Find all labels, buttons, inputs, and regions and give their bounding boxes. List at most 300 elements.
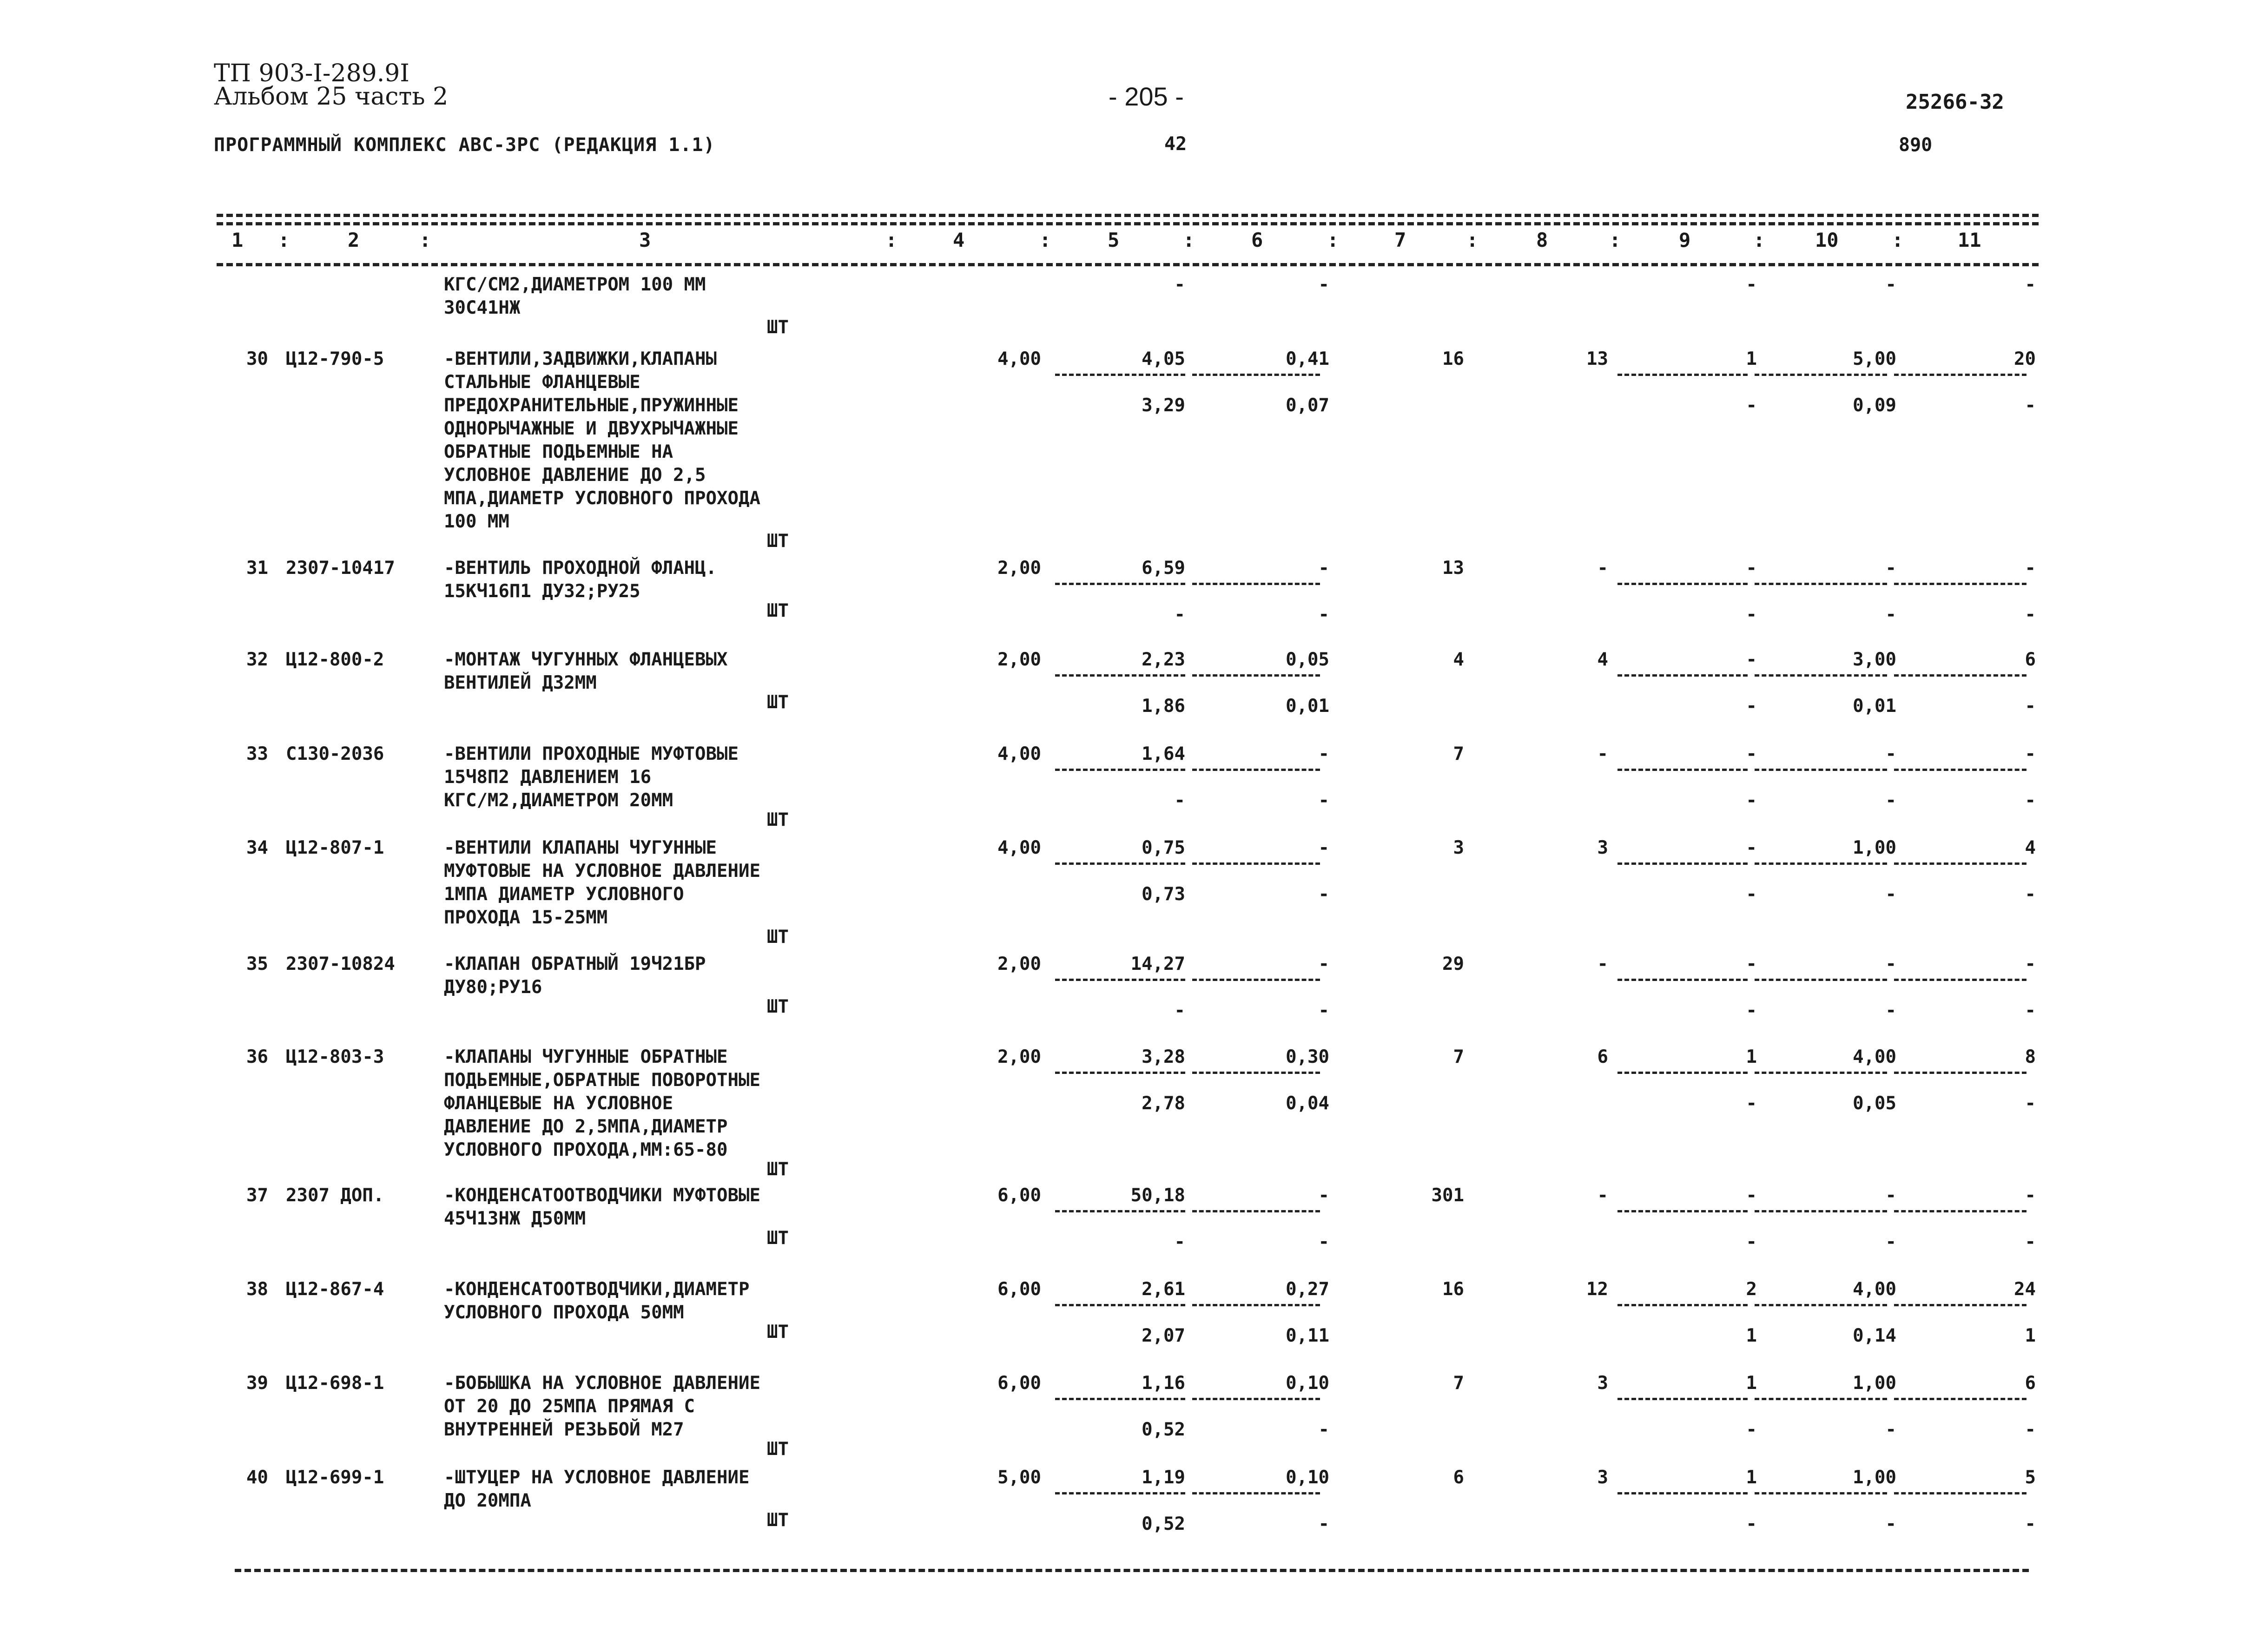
- fraction-rule: [1055, 674, 1185, 677]
- cost-value: 4,00: [1853, 1046, 1896, 1067]
- materials-value-secondary: -: [1746, 790, 1757, 811]
- labor-value: 13: [1442, 558, 1464, 579]
- description-line: КГС/М2,ДИАМЕТРОМ 20ММ: [444, 790, 673, 811]
- materials-value-secondary: -: [1746, 1000, 1757, 1021]
- fraction-rule: [1192, 1398, 1320, 1400]
- fraction-rule: [1894, 1304, 2027, 1306]
- norm-value-secondary: 2,78: [1142, 1093, 1185, 1114]
- machine-value: 0,10: [1286, 1373, 1329, 1394]
- fraction-rule: [1055, 1492, 1185, 1494]
- description-line: ДО 20МПА: [444, 1490, 531, 1511]
- total-value-secondary: -: [2025, 696, 2036, 717]
- machine-value: 0,30: [1286, 1046, 1329, 1067]
- item-description: [444, 648, 862, 695]
- machine-value-secondary: -: [1318, 1514, 1329, 1534]
- row-number: 38: [246, 1279, 268, 1300]
- fraction-rule: [1755, 674, 1887, 677]
- materials-value: 2: [1746, 1279, 1757, 1300]
- description-line: ОБРАТНЫЕ ПОДЬЕМНЫЕ НА: [444, 441, 673, 462]
- fraction-rule: [1617, 583, 1748, 585]
- machine-value-secondary: -: [1318, 884, 1329, 905]
- row-number: 33: [246, 744, 268, 764]
- row-number: 30: [246, 349, 268, 369]
- fraction-rule: [1617, 1210, 1748, 1212]
- column-separator: :: [1039, 229, 1051, 251]
- fraction-rule: [1055, 583, 1185, 585]
- fraction-rule: [1192, 1492, 1320, 1494]
- description-line: УСЛОВНОЕ ДАВЛЕНИЕ ДО 2,5: [444, 465, 706, 486]
- machine-value: -: [1318, 954, 1329, 974]
- description-line: -МОНТАЖ ЧУГУННЫХ ФЛАНЦЕВЫХ: [444, 649, 728, 670]
- item-code: Ц12-790-5: [286, 349, 384, 369]
- description-line: ВЕНТИЛЕЙ Д32ММ: [444, 672, 597, 693]
- description-line: МУФТОВЫЕ НА УСЛОВНОЕ ДАВЛЕНИЕ: [444, 861, 760, 882]
- wage-value: 3: [1597, 1373, 1608, 1394]
- cost-value-secondary: -: [1885, 884, 1896, 905]
- item-description: [444, 348, 862, 533]
- row-number: 37: [246, 1185, 268, 1206]
- column-header: 7: [1394, 229, 1406, 251]
- fraction-rule: [1755, 1398, 1887, 1400]
- unit-label: ШТ: [767, 810, 789, 830]
- table-bottom-rule: [235, 1569, 2029, 1572]
- cost-value: 5,00: [1853, 349, 1896, 369]
- machine-value: -: [1318, 744, 1329, 764]
- fraction-rule: [1617, 769, 1748, 771]
- fraction-rule: [1192, 862, 1320, 865]
- machine-value: 0,05: [1286, 649, 1329, 670]
- column-separator: :: [1327, 229, 1339, 251]
- total-value-secondary: -: [2025, 1093, 2036, 1114]
- norm-value-secondary: 3,29: [1142, 395, 1185, 416]
- fraction-rule: [1755, 583, 1887, 585]
- fraction-rule: [1192, 979, 1320, 981]
- wage-value: 4: [1597, 649, 1608, 670]
- fraction-rule: [1755, 1492, 1887, 1494]
- unit-label: ШТ: [767, 600, 789, 621]
- description-line: -КОНДЕНСАТООТВОДЧИКИ МУФТОВЫЕ: [444, 1185, 760, 1206]
- total-value: -: [2025, 558, 2036, 579]
- total-value: -: [2025, 954, 2036, 974]
- total-value: 6: [2025, 649, 2036, 670]
- unit-label: ШТ: [767, 996, 789, 1017]
- machine-value-secondary: -: [1318, 1231, 1329, 1252]
- unit-label: ШТ: [767, 1510, 789, 1531]
- description-line: ОТ 20 ДО 25МПА ПРЯМАЯ С: [444, 1396, 695, 1417]
- item-code: Ц12-807-1: [286, 837, 384, 858]
- quantity-value: 2,00: [997, 1046, 1041, 1067]
- materials-value-secondary: -: [1746, 395, 1757, 416]
- item-description: [444, 557, 862, 603]
- item-code: Ц12-800-2: [286, 649, 384, 670]
- total-value: -: [2025, 744, 2036, 764]
- total-value: -: [2025, 274, 2036, 295]
- cost-value: -: [1885, 274, 1896, 295]
- column-header: 4: [953, 229, 965, 251]
- fraction-rule: [1055, 1304, 1185, 1306]
- fraction-rule: [1755, 769, 1887, 771]
- column-separator: :: [1892, 229, 1904, 251]
- wage-value: 13: [1586, 349, 1608, 369]
- total-value: 5: [2025, 1467, 2036, 1488]
- machine-value-secondary: -: [1318, 1000, 1329, 1021]
- labor-value: 6: [1453, 1467, 1464, 1488]
- materials-value: -: [1746, 744, 1757, 764]
- cost-value-secondary: -: [1885, 1514, 1896, 1534]
- item-code: Ц12-698-1: [286, 1373, 384, 1394]
- quantity-value: 4,00: [997, 744, 1041, 764]
- description-line: -КЛАПАН ОБРАТНЫЙ 19Ч21БР: [444, 954, 706, 974]
- labor-value: 301: [1431, 1185, 1464, 1206]
- description-line: ПРОХОДА 15-25ММ: [444, 907, 608, 928]
- description-line: -ВЕНТИЛИ ПРОХОДНЫЕ МУФТОВЫЕ: [444, 744, 739, 764]
- album-label: Альбом 25 часть 2: [214, 83, 449, 111]
- norm-value: 4,05: [1142, 349, 1185, 369]
- norm-value-secondary: -: [1174, 790, 1185, 811]
- description-line: 15Ч8П2 ДАВЛЕНИЕМ 16: [444, 767, 652, 788]
- column-header: 10: [1815, 229, 1839, 251]
- fraction-rule: [1617, 674, 1748, 677]
- fraction-rule: [1894, 1210, 2027, 1212]
- header-bottom-rule: [217, 263, 2039, 266]
- fraction-rule: [1755, 1072, 1887, 1074]
- total-value: -: [2025, 1185, 2036, 1206]
- total-value: 20: [2014, 349, 2036, 369]
- machine-value-secondary: -: [1318, 790, 1329, 811]
- machine-value: 0,27: [1286, 1279, 1329, 1300]
- description-line: КГС/СМ2,ДИАМЕТРОМ 100 ММ: [444, 274, 706, 295]
- labor-value: 4: [1453, 649, 1464, 670]
- table-row: [0, 1466, 2251, 1652]
- description-line: -ВЕНТИЛЬ ПРОХОДНОЙ ФЛАНЦ.: [444, 558, 717, 579]
- cost-value: 4,00: [1853, 1279, 1896, 1300]
- fraction-rule: [1192, 583, 1320, 585]
- machine-value: -: [1318, 558, 1329, 579]
- materials-value: -: [1746, 837, 1757, 858]
- page-number: - 205 -: [1109, 82, 1184, 111]
- fraction-rule: [1055, 769, 1185, 771]
- norm-value-secondary: 0,52: [1142, 1419, 1185, 1440]
- fraction-rule: [1055, 374, 1185, 376]
- fraction-rule: [1894, 583, 2027, 585]
- description-line: ВНУТРЕННЕЙ РЕЗЬБОЙ М27: [444, 1419, 684, 1440]
- row-number: 31: [246, 558, 268, 579]
- cost-value-secondary: 0,09: [1853, 395, 1896, 416]
- machine-value-secondary: 0,04: [1286, 1093, 1329, 1114]
- description-line: -ШТУЦЕР НА УСЛОВНОЕ ДАВЛЕНИЕ: [444, 1467, 750, 1488]
- description-line: 100 ММ: [444, 511, 509, 532]
- materials-value: 1: [1746, 1467, 1757, 1488]
- materials-value: -: [1746, 558, 1757, 579]
- quantity-value: 4,00: [997, 837, 1041, 858]
- fraction-rule: [1192, 769, 1320, 771]
- norm-value: 0,75: [1142, 837, 1185, 858]
- fraction-rule: [1192, 374, 1320, 376]
- description-line: ДУ80;РУ16: [444, 977, 542, 998]
- total-value-secondary: -: [2025, 604, 2036, 625]
- item-description: [444, 743, 862, 812]
- cost-value: -: [1885, 954, 1896, 974]
- description-line: -КОНДЕНСАТООТВОДЧИКИ,ДИАМЕТР: [444, 1279, 750, 1300]
- column-header: 5: [1108, 229, 1120, 251]
- unit-label: ШТ: [767, 317, 789, 338]
- fraction-rule: [1055, 862, 1185, 865]
- description-line: СТАЛЬНЫЕ ФЛАНЦЕВЫЕ: [444, 372, 640, 393]
- machine-value: -: [1318, 274, 1329, 295]
- cost-value-secondary: 0,01: [1853, 696, 1896, 717]
- fraction-rule: [1894, 374, 2027, 376]
- table-row: [0, 348, 2251, 552]
- row-number: 34: [246, 837, 268, 858]
- labor-value: 7: [1453, 1046, 1464, 1067]
- table-top-rule-second: [217, 222, 2039, 225]
- secondary-code: 890: [1899, 134, 1933, 156]
- norm-value-secondary: -: [1174, 1231, 1185, 1252]
- wage-value: 3: [1597, 1467, 1608, 1488]
- fraction-rule: [1192, 1304, 1320, 1306]
- wage-value: -: [1597, 954, 1608, 974]
- total-value-secondary: -: [2025, 790, 2036, 811]
- fraction-rule: [1755, 374, 1887, 376]
- materials-value-secondary: -: [1746, 1514, 1757, 1534]
- total-value: 24: [2014, 1279, 2036, 1300]
- materials-value-secondary: -: [1746, 1231, 1757, 1252]
- item-description: [444, 1184, 862, 1231]
- norm-value: 2,23: [1142, 649, 1185, 670]
- row-number: 36: [246, 1046, 268, 1067]
- total-value-secondary: -: [2025, 1231, 2036, 1252]
- cost-value: 1,00: [1853, 1467, 1896, 1488]
- total-value: 6: [2025, 1373, 2036, 1394]
- total-value: 8: [2025, 1046, 2036, 1067]
- materials-value: -: [1746, 649, 1757, 670]
- column-header: 8: [1536, 229, 1548, 251]
- item-description: [444, 273, 862, 320]
- item-code: Ц12-699-1: [286, 1467, 384, 1488]
- unit-label: ШТ: [767, 1228, 789, 1249]
- quantity-value: 6,00: [997, 1373, 1041, 1394]
- machine-value-secondary: -: [1318, 604, 1329, 625]
- cost-value: -: [1885, 1185, 1896, 1206]
- norm-value: 14,27: [1130, 954, 1185, 974]
- description-line: 1МПА ДИАМЕТР УСЛОВНОГО: [444, 884, 684, 905]
- row-number: 32: [246, 649, 268, 670]
- materials-value-secondary: -: [1746, 696, 1757, 717]
- cost-value-secondary: -: [1885, 1419, 1896, 1440]
- unit-label: ШТ: [767, 927, 789, 948]
- column-header: 2: [348, 229, 360, 251]
- materials-value: -: [1746, 954, 1757, 974]
- cost-value: -: [1885, 558, 1896, 579]
- description-line: ДАВЛЕНИЕ ДО 2,5МПА,ДИАМЕТР: [444, 1116, 728, 1137]
- quantity-value: 4,00: [997, 349, 1041, 369]
- description-line: ОДНОРЫЧАЖНЫЕ И ДВУХРЫЧАЖНЫЕ: [444, 418, 739, 439]
- total-value-secondary: -: [2025, 884, 2036, 905]
- total-value-secondary: -: [2025, 1419, 2036, 1440]
- cost-value-secondary: -: [1885, 1231, 1896, 1252]
- fraction-rule: [1894, 1398, 2027, 1400]
- fraction-rule: [1894, 862, 2027, 865]
- column-header: 11: [1958, 229, 1981, 251]
- column-separator: :: [1183, 229, 1195, 251]
- labor-value: 29: [1442, 954, 1464, 974]
- norm-value: 2,61: [1142, 1279, 1185, 1300]
- project-code: ТП 903-I-289.9I: [214, 59, 409, 87]
- total-value: 4: [2025, 837, 2036, 858]
- norm-value-secondary: 0,52: [1142, 1514, 1185, 1534]
- materials-value: 1: [1746, 1046, 1757, 1067]
- machine-value: 0,41: [1286, 349, 1329, 369]
- program-title: ПРОГРАММНЫЙ КОМПЛЕКС АВС-ЗРС (РЕДАКЦИЯ 1.1): [214, 134, 715, 156]
- total-value-secondary: 1: [2025, 1325, 2036, 1346]
- column-header: 9: [1679, 229, 1691, 251]
- cost-value-secondary: -: [1885, 790, 1896, 811]
- fraction-rule: [1617, 1492, 1748, 1494]
- norm-value-secondary: 0,73: [1142, 884, 1185, 905]
- materials-value: -: [1746, 274, 1757, 295]
- fraction-rule: [1617, 979, 1748, 981]
- column-header: 6: [1251, 229, 1263, 251]
- item-code: Ц12-803-3: [286, 1046, 384, 1067]
- description-line: 15КЧ16П1 ДУ32;РУ25: [444, 581, 640, 602]
- quantity-value: 2,00: [997, 649, 1041, 670]
- fraction-rule: [1755, 862, 1887, 865]
- machine-value: -: [1318, 837, 1329, 858]
- item-description: [444, 836, 862, 929]
- materials-value-secondary: 1: [1746, 1325, 1757, 1346]
- description-line: УСЛОВНОГО ПРОХОДА,ММ:65-80: [444, 1139, 728, 1160]
- unit-label: ШТ: [767, 1159, 789, 1180]
- fraction-rule: [1055, 979, 1185, 981]
- fraction-rule: [1755, 979, 1887, 981]
- row-number: 35: [246, 954, 268, 974]
- norm-value-secondary: 2,07: [1142, 1325, 1185, 1346]
- fraction-rule: [1192, 674, 1320, 677]
- fraction-rule: [1192, 1210, 1320, 1212]
- machine-value-secondary: 0,07: [1286, 395, 1329, 416]
- item-description: [444, 953, 862, 999]
- item-description: [444, 1278, 862, 1324]
- quantity-value: 2,00: [997, 954, 1041, 974]
- unit-label: ШТ: [767, 1439, 789, 1460]
- labor-value: 16: [1442, 349, 1464, 369]
- fraction-rule: [1055, 1398, 1185, 1400]
- norm-value: 3,28: [1142, 1046, 1185, 1067]
- materials-value-secondary: -: [1746, 1093, 1757, 1114]
- description-line: ФЛАНЦЕВЫЕ НА УСЛОВНОЕ: [444, 1093, 673, 1114]
- quantity-value: 5,00: [997, 1467, 1041, 1488]
- description-line: -ВЕНТИЛИ,ЗАДВИЖКИ,КЛАПАНЫ: [444, 349, 717, 369]
- fraction-rule: [1055, 1072, 1185, 1074]
- norm-value: 50,18: [1130, 1185, 1185, 1206]
- norm-value-secondary: 1,86: [1142, 696, 1185, 717]
- labor-value: 16: [1442, 1279, 1464, 1300]
- row-number: 40: [246, 1467, 268, 1488]
- materials-value-secondary: -: [1746, 1419, 1757, 1440]
- machine-value-secondary: 0,01: [1286, 696, 1329, 717]
- wage-value: -: [1597, 1185, 1608, 1206]
- norm-value: 1,64: [1142, 744, 1185, 764]
- description-line: 30С41НЖ: [444, 297, 521, 318]
- document-number: 25266-32: [1906, 90, 2004, 114]
- column-separator: :: [278, 229, 290, 251]
- fraction-rule: [1894, 674, 2027, 677]
- description-line: 45Ч13НЖ Д50ММ: [444, 1208, 586, 1229]
- column-separator: :: [1753, 229, 1765, 251]
- machine-value: 0,10: [1286, 1467, 1329, 1488]
- fraction-rule: [1894, 979, 2027, 981]
- cost-value-secondary: -: [1885, 604, 1896, 625]
- sheet-number: 42: [1164, 133, 1187, 155]
- item-code: С130-2036: [286, 744, 384, 764]
- description-line: -ВЕНТИЛИ КЛАПАНЫ ЧУГУННЫЕ: [444, 837, 717, 858]
- fraction-rule: [1617, 374, 1748, 376]
- total-value-secondary: -: [2025, 1514, 2036, 1534]
- item-description: [444, 1466, 862, 1513]
- quantity-value: 6,00: [997, 1279, 1041, 1300]
- materials-value: 1: [1746, 349, 1757, 369]
- column-header-row: [0, 229, 2251, 257]
- wage-value: -: [1597, 558, 1608, 579]
- fraction-rule: [1894, 769, 2027, 771]
- cost-value-secondary: 0,14: [1853, 1325, 1896, 1346]
- item-code: Ц12-867-4: [286, 1279, 384, 1300]
- fraction-rule: [1755, 1210, 1887, 1212]
- cost-value: 1,00: [1853, 837, 1896, 858]
- column-separator: :: [885, 229, 898, 251]
- fraction-rule: [1055, 1210, 1185, 1212]
- total-value-secondary: -: [2025, 1000, 2036, 1021]
- norm-value: 1,19: [1142, 1467, 1185, 1488]
- norm-value: 6,59: [1142, 558, 1185, 579]
- column-separator: :: [1609, 229, 1621, 251]
- fraction-rule: [1755, 1304, 1887, 1306]
- unit-label: ШТ: [767, 1322, 789, 1343]
- column-separator: :: [1466, 229, 1479, 251]
- wage-value: 12: [1586, 1279, 1608, 1300]
- quantity-value: 2,00: [997, 558, 1041, 579]
- unit-label: ШТ: [767, 531, 789, 552]
- cost-value-secondary: -: [1885, 1000, 1896, 1021]
- item-code: 2307-10417: [286, 558, 395, 579]
- item-description: [444, 1372, 862, 1441]
- description-line: МПА,ДИАМЕТР УСЛОВНОГО ПРОХОДА: [444, 488, 760, 509]
- wage-value: -: [1597, 744, 1608, 764]
- column-header: 1: [231, 229, 244, 251]
- fraction-rule: [1617, 1398, 1748, 1400]
- unit-label: ШТ: [767, 692, 789, 713]
- wage-value: 6: [1597, 1046, 1608, 1067]
- materials-value-secondary: -: [1746, 884, 1757, 905]
- fraction-rule: [1894, 1072, 2027, 1074]
- wage-value: 3: [1597, 837, 1608, 858]
- fraction-rule: [1617, 1072, 1748, 1074]
- column-header: 3: [639, 229, 651, 251]
- fraction-rule: [1617, 1304, 1748, 1306]
- description-line: УСЛОВНОГО ПРОХОДА 50ММ: [444, 1302, 684, 1323]
- row-number: 39: [246, 1373, 268, 1394]
- column-separator: :: [419, 229, 431, 251]
- item-description: [444, 1046, 862, 1162]
- table-top-rule: [217, 214, 2039, 217]
- fraction-rule: [1192, 1072, 1320, 1074]
- machine-value-secondary: 0,11: [1286, 1325, 1329, 1346]
- cost-value: 3,00: [1853, 649, 1896, 670]
- item-code: 2307-10824: [286, 954, 395, 974]
- description-line: -БОБЫШКА НА УСЛОВНОЕ ДАВЛЕНИЕ: [444, 1373, 760, 1394]
- description-line: -КЛАПАНЫ ЧУГУННЫЕ ОБРАТНЫЕ: [444, 1046, 728, 1067]
- labor-value: 7: [1453, 1373, 1464, 1394]
